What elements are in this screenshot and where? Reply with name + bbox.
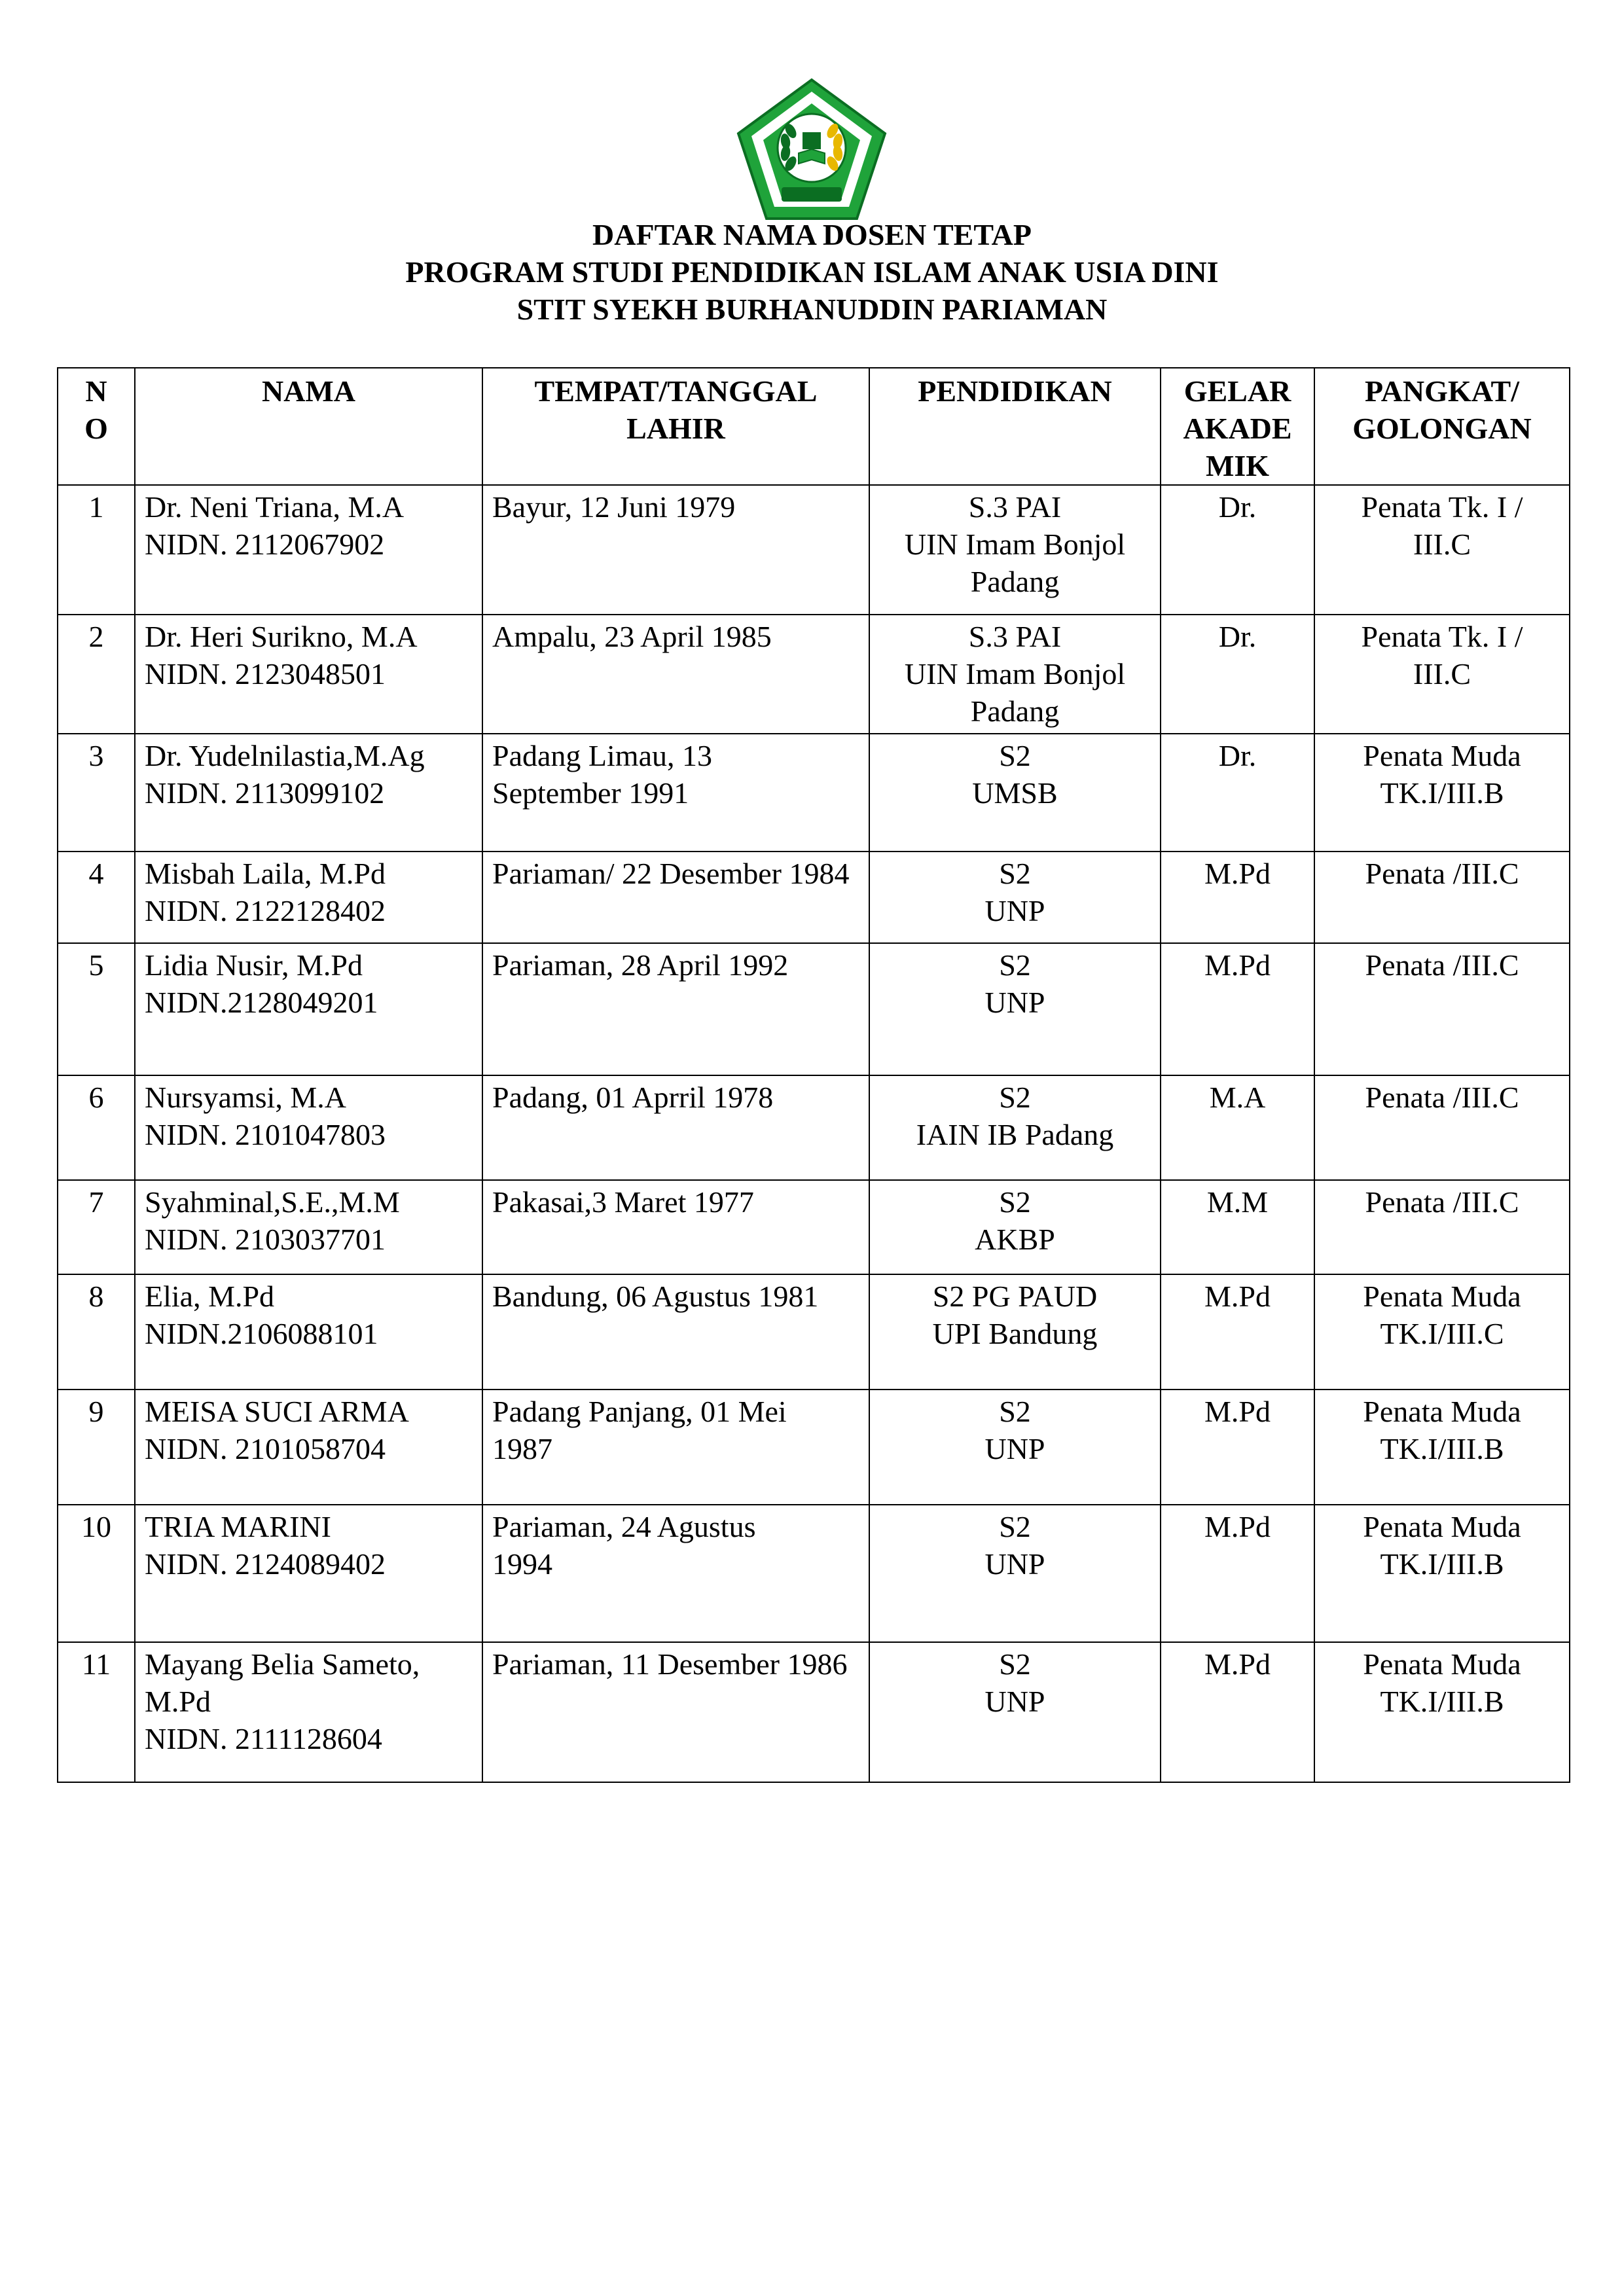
cell-pangkat-text: Penata Tk. I /: [1361, 620, 1523, 653]
cell-tempat-tanggal-lahir-text: Ampalu, 23 April 1985: [492, 620, 772, 653]
cell-no: [58, 852, 135, 943]
cell-pendidikan-text: S2: [999, 1185, 1031, 1219]
cell-nama-text: Lidia Nusir, M.Pd: [145, 948, 363, 982]
header-text-line: PANGKAT/: [1365, 374, 1519, 408]
header-text-line: LAHIR: [626, 412, 725, 445]
cell-pendidikan-text: S2: [999, 1647, 1031, 1681]
cell-tempat-tanggal-lahir-text: Pariaman, 28 April 1992: [492, 948, 789, 982]
cell-gelar: [1161, 615, 1314, 734]
cell-nama-text: NIDN. 2112067902: [145, 528, 385, 561]
cell-no: [58, 1075, 135, 1180]
cell-nama-text: NIDN. 2101058704: [145, 1432, 386, 1465]
cell-pendidikan-text: UNP: [984, 1432, 1045, 1465]
cell-tempat-tanggal-lahir-text: Padang Limau, 13: [492, 739, 712, 772]
cell-nama-text: NIDN.2106088101: [145, 1317, 378, 1350]
cell-pangkat-text: Penata Muda: [1363, 739, 1521, 772]
cell-nama-text: Dr. Yudelnilastia,M.Ag: [145, 739, 425, 772]
cell-no-text: 4: [88, 857, 104, 890]
cell-pangkat: [1314, 615, 1570, 734]
cell-no-text: 5: [88, 948, 104, 982]
cell-pangkat: [1314, 734, 1570, 852]
cell-pendidikan-text: S2: [999, 1510, 1031, 1543]
cell-nama-text: Dr. Heri Surikno, M.A: [145, 620, 418, 653]
cell-tempat-tanggal-lahir: [482, 1390, 869, 1505]
table-row: [58, 1274, 1570, 1390]
cell-gelar: [1161, 852, 1314, 943]
cell-gelar-text: M.Pd: [1204, 857, 1271, 890]
table-row: [58, 1390, 1570, 1505]
cell-nama-text: Dr. Neni Triana, M.A: [145, 490, 405, 524]
cell-tempat-tanggal-lahir: [482, 1642, 869, 1782]
cell-nama-text: Elia, M.Pd: [145, 1280, 275, 1313]
cell-nama: [135, 1642, 482, 1782]
cell-pendidikan-text: S2: [999, 739, 1031, 772]
cell-pangkat-text: Penata Muda: [1363, 1280, 1521, 1313]
cell-no-text: 9: [88, 1395, 104, 1428]
cell-pendidikan: [869, 734, 1161, 852]
cell-nama-text: NIDN. 2123048501: [145, 657, 386, 691]
cell-gelar-text: Dr.: [1218, 739, 1257, 772]
cell-pangkat: [1314, 485, 1570, 615]
cell-pendidikan-text: S2: [999, 1081, 1031, 1114]
cell-pangkat: [1314, 943, 1570, 1075]
cell-nama: [135, 1180, 482, 1274]
lecturer-table: [57, 367, 1570, 1783]
cell-tempat-tanggal-lahir-text: Pakasai,3 Maret 1977: [492, 1185, 754, 1219]
cell-tempat-tanggal-lahir: [482, 852, 869, 943]
cell-pangkat-text: TK.I/III.C: [1380, 1317, 1504, 1350]
cell-gelar: [1161, 1180, 1314, 1274]
cell-pendidikan-text: IAIN IB Padang: [916, 1118, 1114, 1151]
cell-pendidikan: [869, 1075, 1161, 1180]
header-text-line: AKADE: [1183, 412, 1292, 445]
header-gelar-akademik: [1161, 368, 1314, 485]
header-text-line: TEMPAT/TANGGAL: [534, 374, 818, 408]
cell-nama: [135, 734, 482, 852]
cell-pangkat-text: Penata /III.C: [1365, 857, 1519, 890]
document-title-line-1: DAFTAR NAMA DOSEN TETAP: [592, 218, 1032, 251]
cell-gelar: [1161, 1075, 1314, 1180]
table-row: [58, 734, 1570, 852]
cell-tempat-tanggal-lahir: [482, 1505, 869, 1642]
cell-pendidikan-text: UNP: [984, 1685, 1045, 1718]
cell-nama: [135, 1274, 482, 1390]
cell-gelar: [1161, 1390, 1314, 1505]
cell-no: [58, 1274, 135, 1390]
table-row: [58, 852, 1570, 943]
cell-pangkat: [1314, 1274, 1570, 1390]
cell-pendidikan-text: UIN Imam Bonjol: [904, 657, 1126, 691]
cell-nama-text: NIDN. 2122128402: [145, 894, 386, 927]
cell-nama-text: TRIA MARINI: [145, 1510, 331, 1543]
cell-gelar-text: M.Pd: [1204, 1280, 1271, 1313]
cell-pendidikan-text: S.3 PAI: [968, 490, 1062, 524]
cell-pendidikan-text: UNP: [984, 894, 1045, 927]
cell-no-text: 6: [88, 1081, 104, 1114]
header-text-line: N: [85, 374, 107, 408]
document-title-line-2: PROGRAM STUDI PENDIDIKAN ISLAM ANAK USIA DINI: [405, 255, 1219, 289]
cell-tempat-tanggal-lahir: [482, 1274, 869, 1390]
cell-pangkat-text: TK.I/III.B: [1380, 1547, 1504, 1581]
cell-gelar: [1161, 1274, 1314, 1390]
cell-gelar-text: M.Pd: [1204, 1510, 1271, 1543]
cell-nama: [135, 1505, 482, 1642]
cell-nama-text: NIDN. 2113099102: [145, 776, 385, 810]
cell-pendidikan: [869, 1390, 1161, 1505]
cell-no-text: 10: [81, 1510, 111, 1543]
cell-pangkat: [1314, 1642, 1570, 1782]
cell-no: [58, 943, 135, 1075]
cell-gelar-text: M.Pd: [1204, 1647, 1271, 1681]
cell-nama-text: NIDN. 2124089402: [145, 1547, 386, 1581]
cell-pangkat-text: Penata /III.C: [1365, 1185, 1519, 1219]
document-title-line-3: STIT SYEKH BURHANUDDIN PARIAMAN: [516, 293, 1108, 326]
cell-no: [58, 734, 135, 852]
table-row: [58, 1642, 1570, 1782]
cell-no-text: 8: [88, 1280, 104, 1313]
cell-pendidikan-text: UPI Bandung: [932, 1317, 1098, 1350]
cell-pangkat-text: Penata Muda: [1363, 1647, 1521, 1681]
cell-pendidikan-text: UNP: [984, 986, 1045, 1019]
cell-pendidikan-text: S2: [999, 1395, 1031, 1428]
header-pendidikan: [869, 368, 1161, 485]
cell-tempat-tanggal-lahir: [482, 485, 869, 615]
cell-pangkat: [1314, 1075, 1570, 1180]
cell-pendidikan: [869, 1180, 1161, 1274]
cell-pangkat-text: Penata Muda: [1363, 1395, 1521, 1428]
cell-pangkat-text: Penata /III.C: [1365, 1081, 1519, 1114]
cell-pendidikan-text: S.3 PAI: [968, 620, 1062, 653]
cell-tempat-tanggal-lahir-text: Padang, 01 Aprril 1978: [492, 1081, 774, 1114]
cell-nama: [135, 485, 482, 615]
cell-pangkat-text: TK.I/III.B: [1380, 1432, 1504, 1465]
header-text-line: MIK: [1205, 449, 1270, 482]
cell-nama-text: Mayang Belia Sameto,: [145, 1647, 420, 1681]
cell-tempat-tanggal-lahir-text: Pariaman/ 22 Desember 1984: [492, 857, 850, 890]
table-row: [58, 1180, 1570, 1274]
cell-pendidikan-text: S2: [999, 948, 1031, 982]
cell-no-text: 7: [88, 1185, 104, 1219]
cell-no: [58, 615, 135, 734]
header-nama: [135, 368, 482, 485]
cell-no: [58, 1642, 135, 1782]
table-row: [58, 1075, 1570, 1180]
cell-pangkat-text: Penata Muda: [1363, 1510, 1521, 1543]
cell-gelar-text: M.Pd: [1204, 1395, 1271, 1428]
cell-tempat-tanggal-lahir-text: Bayur, 12 Juni 1979: [492, 490, 736, 524]
cell-nama: [135, 943, 482, 1075]
cell-tempat-tanggal-lahir-text: 1994: [492, 1547, 552, 1581]
header-text-line: GELAR: [1183, 374, 1291, 408]
table-row: [58, 1505, 1570, 1642]
cell-pendidikan: [869, 485, 1161, 615]
cell-gelar: [1161, 1505, 1314, 1642]
cell-nama-text: M.Pd: [145, 1685, 211, 1718]
cell-pendidikan-text: UNP: [984, 1547, 1045, 1581]
cell-nama-text: Syahminal,S.E.,M.M: [145, 1185, 400, 1219]
cell-pangkat-text: III.C: [1413, 657, 1471, 691]
cell-no-text: 1: [88, 490, 104, 524]
cell-no: [58, 1390, 135, 1505]
header-tempat-tanggal-lahir: [482, 368, 869, 485]
cell-no-text: 3: [88, 739, 104, 772]
cell-nama-text: MEISA SUCI ARMA: [145, 1395, 409, 1428]
cell-no-text: 11: [81, 1647, 111, 1681]
cell-pangkat: [1314, 852, 1570, 943]
table-row: [58, 943, 1570, 1075]
cell-tempat-tanggal-lahir-text: Bandung, 06 Agustus 1981: [492, 1280, 819, 1313]
header-no: [58, 368, 135, 485]
cell-gelar-text: Dr.: [1218, 490, 1257, 524]
cell-tempat-tanggal-lahir-text: Pariaman, 24 Agustus: [492, 1510, 756, 1543]
cell-nama: [135, 615, 482, 734]
cell-gelar-text: M.Pd: [1204, 948, 1271, 982]
cell-tempat-tanggal-lahir-text: September 1991: [492, 776, 689, 810]
cell-pendidikan-text: UMSB: [972, 776, 1058, 810]
cell-pendidikan-text: Padang: [970, 565, 1060, 598]
cell-tempat-tanggal-lahir: [482, 734, 869, 852]
cell-tempat-tanggal-lahir: [482, 615, 869, 734]
table-row: [58, 615, 1570, 734]
cell-pendidikan: [869, 1274, 1161, 1390]
cell-pendidikan: [869, 615, 1161, 734]
cell-no: [58, 485, 135, 615]
cell-nama: [135, 1390, 482, 1505]
cell-nama-text: Nursyamsi, M.A: [145, 1081, 346, 1114]
cell-pangkat-text: TK.I/III.B: [1380, 776, 1504, 810]
header-text-line: O: [84, 412, 108, 445]
cell-gelar-text: M.A: [1209, 1081, 1266, 1114]
cell-pendidikan-text: S2 PG PAUD: [932, 1280, 1098, 1313]
cell-gelar: [1161, 943, 1314, 1075]
cell-gelar-text: Dr.: [1218, 620, 1257, 653]
table-header-row: [58, 368, 1570, 485]
cell-nama-text: Misbah Laila, M.Pd: [145, 857, 386, 890]
cell-pendidikan-text: UIN Imam Bonjol: [904, 528, 1126, 561]
header-text-line: PENDIDIKAN: [918, 374, 1112, 408]
cell-tempat-tanggal-lahir: [482, 1075, 869, 1180]
cell-tempat-tanggal-lahir-text: Pariaman, 11 Desember 1986: [492, 1647, 848, 1681]
cell-pangkat-text: Penata /III.C: [1365, 948, 1519, 982]
header-text-line: GOLONGAN: [1352, 412, 1532, 445]
cell-gelar: [1161, 485, 1314, 615]
cell-pangkat-text: Penata Tk. I /: [1361, 490, 1523, 524]
cell-nama: [135, 852, 482, 943]
cell-pendidikan: [869, 1642, 1161, 1782]
cell-pendidikan: [869, 943, 1161, 1075]
header-pangkat-golongan: [1314, 368, 1570, 485]
header-text-line: NAMA: [261, 374, 356, 408]
cell-nama-text: NIDN. 2103037701: [145, 1223, 386, 1256]
cell-pendidikan-text: S2: [999, 857, 1031, 890]
cell-tempat-tanggal-lahir-text: Padang Panjang, 01 Mei: [492, 1395, 787, 1428]
table-row: [58, 485, 1570, 615]
cell-no: [58, 1505, 135, 1642]
institution-logo: [736, 77, 888, 221]
cell-pendidikan: [869, 1505, 1161, 1642]
cell-nama-text: NIDN. 2101047803: [145, 1118, 386, 1151]
cell-pangkat: [1314, 1505, 1570, 1642]
cell-no: [58, 1180, 135, 1274]
cell-pendidikan: [869, 852, 1161, 943]
cell-no-text: 2: [88, 620, 104, 653]
cell-pangkat-text: TK.I/III.B: [1380, 1685, 1504, 1718]
cell-tempat-tanggal-lahir: [482, 943, 869, 1075]
cell-tempat-tanggal-lahir-text: 1987: [492, 1432, 552, 1465]
cell-gelar: [1161, 734, 1314, 852]
cell-tempat-tanggal-lahir: [482, 1180, 869, 1274]
cell-pendidikan-text: Padang: [970, 694, 1060, 728]
cell-gelar-text: M.M: [1206, 1185, 1269, 1219]
cell-pangkat: [1314, 1180, 1570, 1274]
cell-pangkat-text: III.C: [1413, 528, 1471, 561]
cell-nama-text: NIDN.2128049201: [145, 986, 378, 1019]
cell-pangkat: [1314, 1390, 1570, 1505]
cell-pendidikan-text: AKBP: [975, 1223, 1055, 1256]
cell-nama-text: NIDN. 2111128604: [145, 1722, 382, 1755]
cell-nama: [135, 1075, 482, 1180]
cell-gelar: [1161, 1642, 1314, 1782]
